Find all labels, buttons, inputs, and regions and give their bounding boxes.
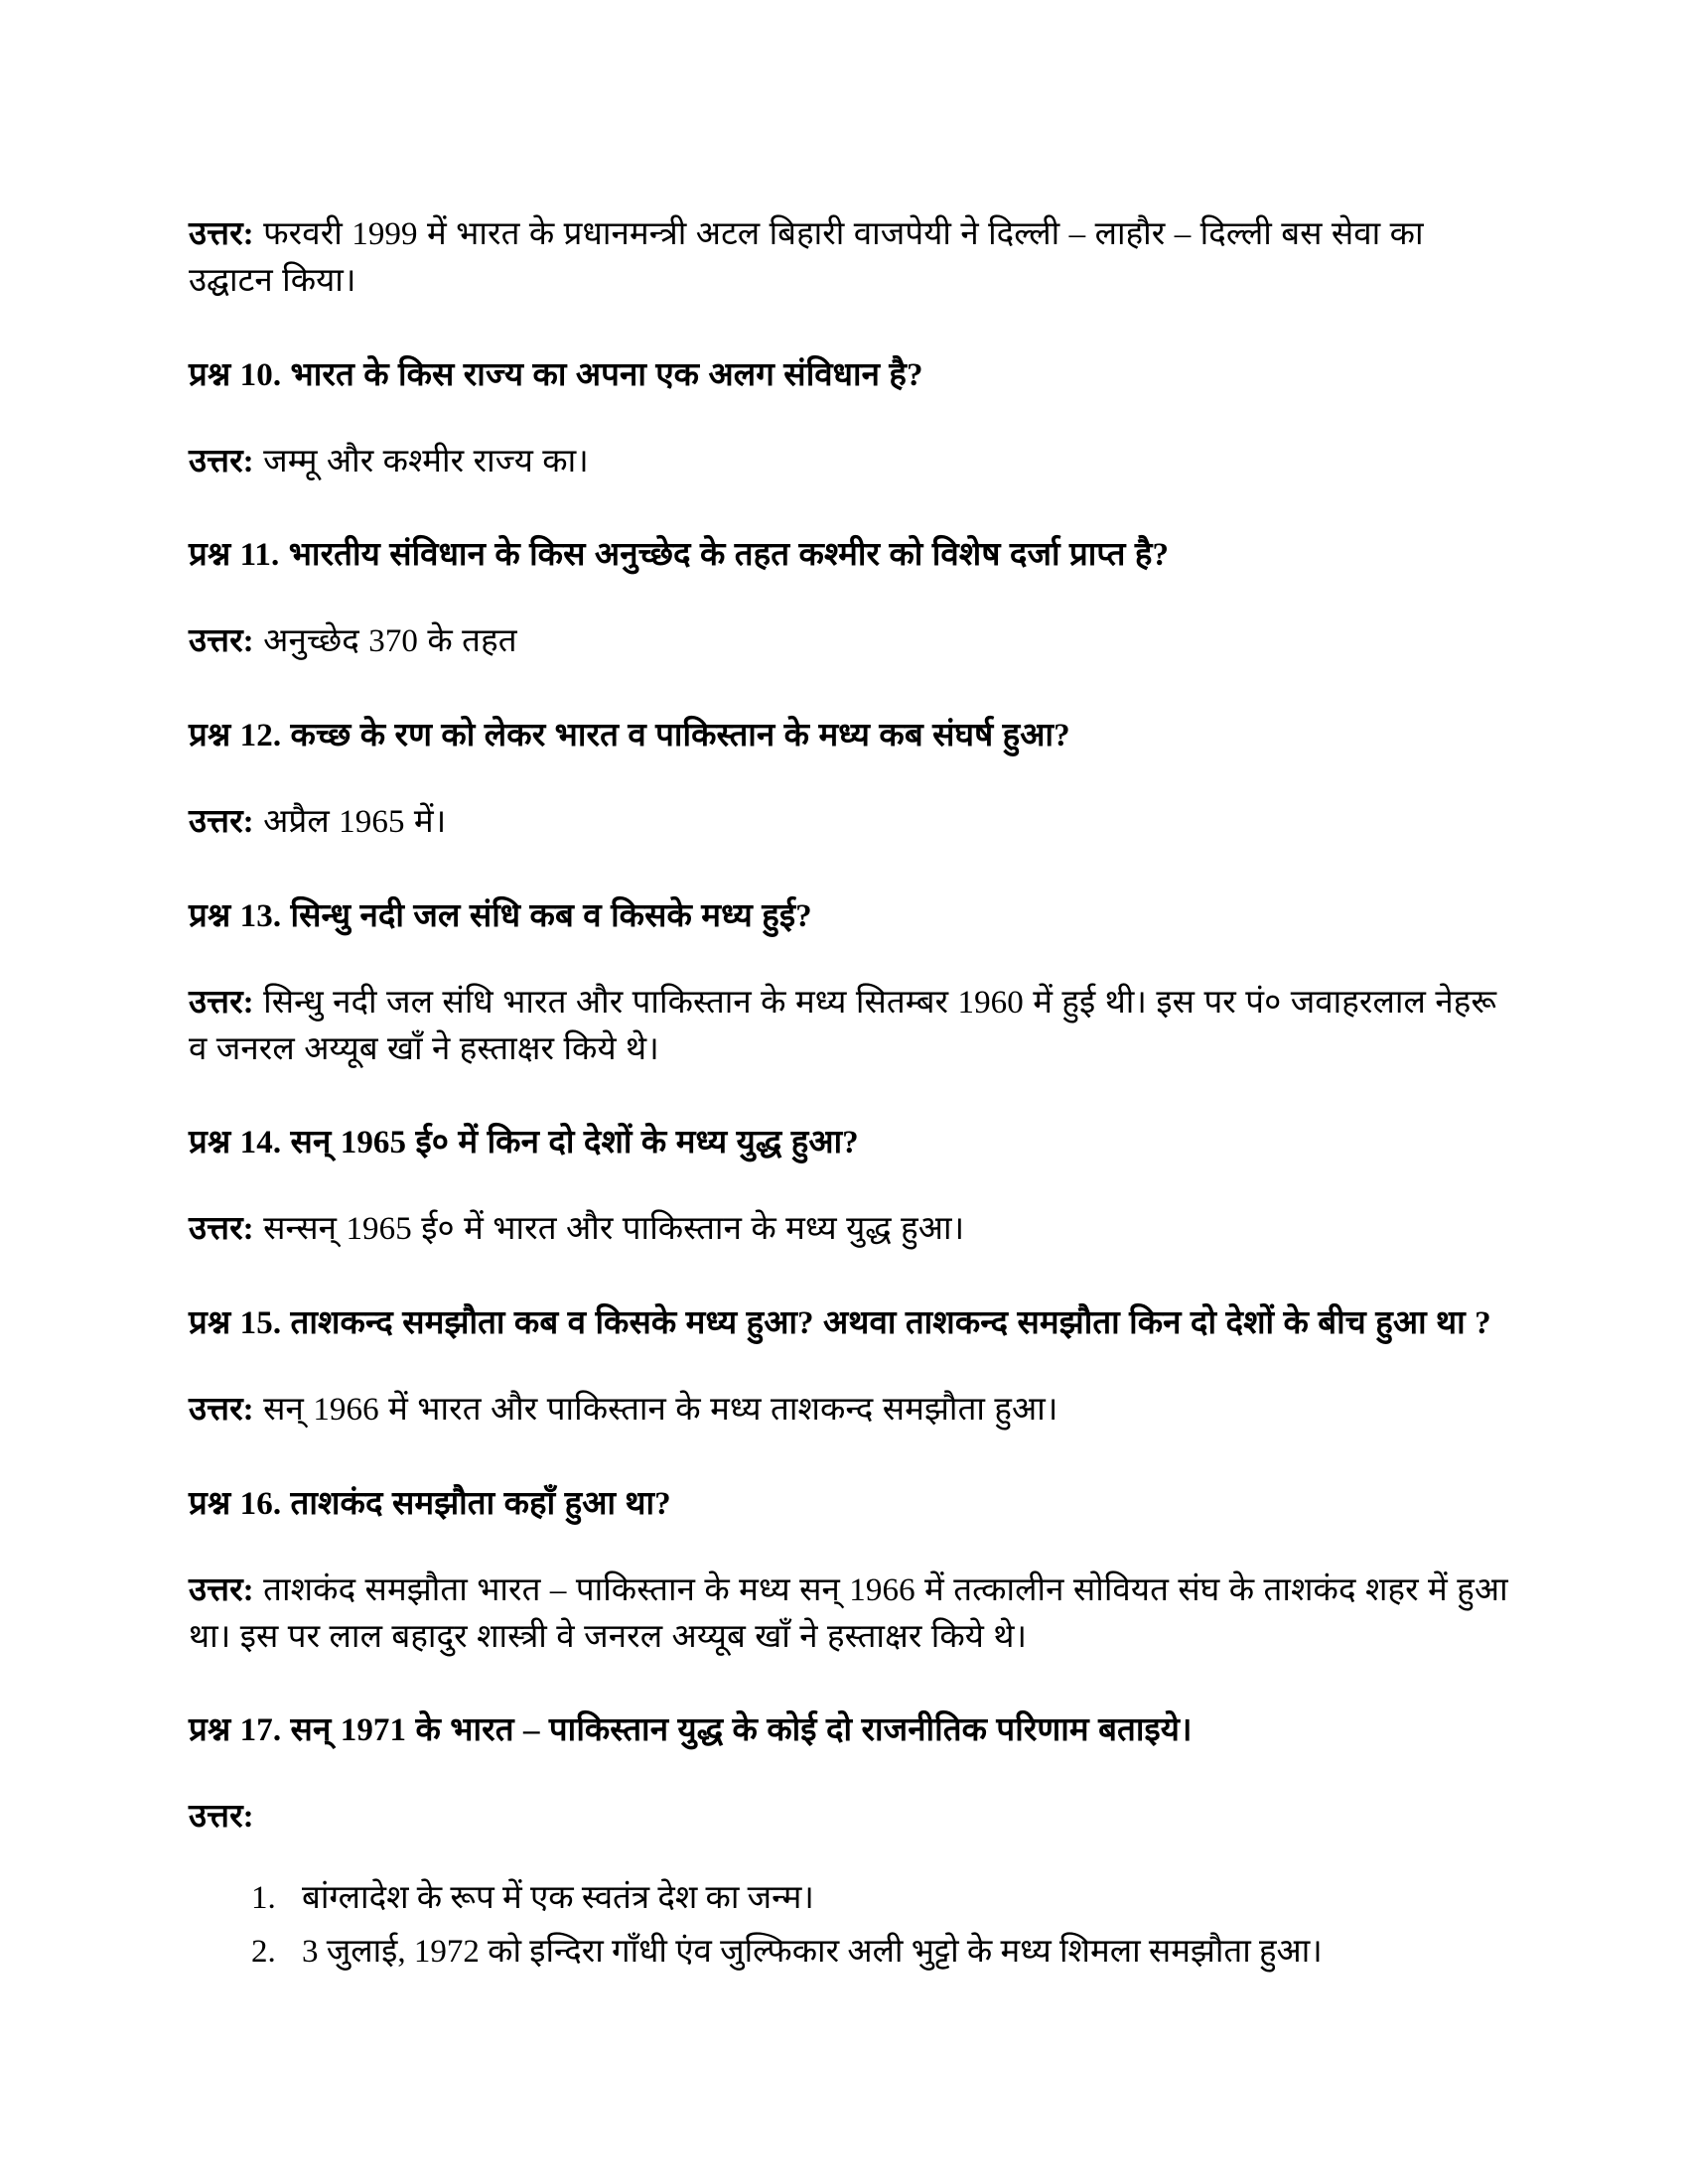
answer-block-17 <box>189 1794 1509 1977</box>
answer-block-16 <box>189 1568 1509 1661</box>
answer-label-11: उत्तर: <box>189 623 254 660</box>
answer-label-14: उत्तर: <box>189 1211 254 1248</box>
answer-block-14 <box>189 1206 1509 1253</box>
answer-text-14: सन्सन् 1965 ई० में भारत और पाकिस्तान के मध्य युद्ध हुआ। <box>263 1211 965 1248</box>
answer-paragraph-13 <box>189 980 1509 1073</box>
list-item: 2. 3 जुलाई, 1972 को इन्दिरा गाँधी एंव जुल्फिकार अली भुट्टो के मध्य शिमला समझौता हुआ। <box>284 1927 1509 1977</box>
question-block-11 <box>189 532 1509 579</box>
answer-block-13 <box>189 980 1509 1073</box>
question-text-17: प्रश्न 17. सन् 1971 के भारत – पाकिस्तान युद्ध के कोई दो राजनीतिक परिणाम बताइये। <box>189 1712 1193 1749</box>
question-text-13: प्रश्न 13. सिन्धु नदी जल संधि कब व किसके मध्य हुई? <box>189 897 812 934</box>
answer-list-17 <box>189 1873 1509 1977</box>
answer-text-16: ताशकंद समझौता भारत – पाकिस्तान के मध्य सन् 1966 में तत्कालीन सोवियत संघ के ताशकंद शहर में हुआ था। इस पर लाल बहादुर शास्त्री वे जनरल अय्यूब खाँ ने हस्ताक्षर किये थे। <box>189 1571 1508 1655</box>
answer-paragraph-16 <box>189 1568 1509 1661</box>
answer-paragraph-12 <box>189 799 1509 846</box>
answer-text-10: जम्मू और कश्मीर राज्य का। <box>263 443 589 479</box>
question-block-16 <box>189 1481 1509 1528</box>
question-block-15 <box>189 1300 1509 1347</box>
question-block-13 <box>189 893 1509 940</box>
question-block-17 <box>189 1707 1509 1754</box>
question-text-11: प्रश्न 11. भारतीय संविधान के किस अनुच्छेद के तहत कश्मीर को विशेष दर्जा प्राप्त है? <box>189 537 1170 574</box>
question-text-16: प्रश्न 16. ताशकंद समझौता कहाँ हुआ था? <box>189 1485 671 1522</box>
answer-label: उत्तर: <box>189 216 254 252</box>
answer-paragraph-14 <box>189 1206 1509 1253</box>
list-item: 1. बांग्लादेश के रूप में एक स्वतंत्र देश का जन्म। <box>284 1873 1509 1923</box>
answer-text-15: सन् 1966 में भारत और पाकिस्तान के मध्य ताशकन्द समझौता हुआ। <box>263 1392 1058 1429</box>
answer-text-13: सिन्धु नदी जल संधि भारत और पाकिस्तान के मध्य सितम्बर 1960 में हुई थी। इस पर पं० जवाहरलाल नेहरू व जनरल अय्यूब खाँ ने हस्ताक्षर किये थे। <box>189 984 1497 1067</box>
question-block-12 <box>189 713 1509 759</box>
answer-label-17: उत्तर: <box>189 1799 254 1836</box>
answer-paragraph-17 <box>189 1794 1509 1841</box>
answer-paragraph <box>189 211 1509 305</box>
answer-label-15: उत्तर: <box>189 1392 254 1429</box>
answer-block-12 <box>189 799 1509 846</box>
answer-text-11: अनुच्छेद 370 के तहत <box>263 623 517 660</box>
question-text-12: प्रश्न 12. कच्छ के रण को लेकर भारत व पाकिस्तान के मध्य कब संघर्ष हुआ? <box>189 718 1070 754</box>
answer-paragraph-10 <box>189 439 1509 485</box>
answer-block-10 <box>189 439 1509 485</box>
question-block-14 <box>189 1120 1509 1166</box>
answer-text: फरवरी 1999 में भारत के प्रधानमन्त्री अटल बिहारी वाजपेयी ने दिल्ली – लाहौर – दिल्ली बस सेवा का उद्घाटन किया। <box>189 216 1424 299</box>
answer-block-11 <box>189 618 1509 665</box>
question-text-14: प्रश्न 14. सन् 1965 ई० में किन दो देशों के मध्य युद्ध हुआ? <box>189 1125 859 1161</box>
answer-paragraph-11 <box>189 618 1509 665</box>
answer-paragraph-15 <box>189 1387 1509 1433</box>
document-body <box>189 211 1509 1978</box>
question-text-10: प्रश्न 10. भारत के किस राज्य का अपना एक अलग संविधान है? <box>189 356 923 393</box>
answer-block-15 <box>189 1387 1509 1433</box>
answer-label-16: उत्तर: <box>189 1571 254 1608</box>
answer-label-13: उत्तर: <box>189 984 254 1021</box>
question-text-15: प्रश्न 15. ताशकन्द समझौता कब व किसके मध्य हुआ? अथवा ताशकन्द समझौता किन दो देशों के बीच हुआ था ? <box>189 1305 1491 1342</box>
answer-text-12: अप्रैल 1965 में। <box>263 804 447 841</box>
question-block-10 <box>189 352 1509 399</box>
answer-label-10: उत्तर: <box>189 443 254 479</box>
answer-block-intro <box>189 211 1509 305</box>
answer-label-12: उत्तर: <box>189 804 254 841</box>
